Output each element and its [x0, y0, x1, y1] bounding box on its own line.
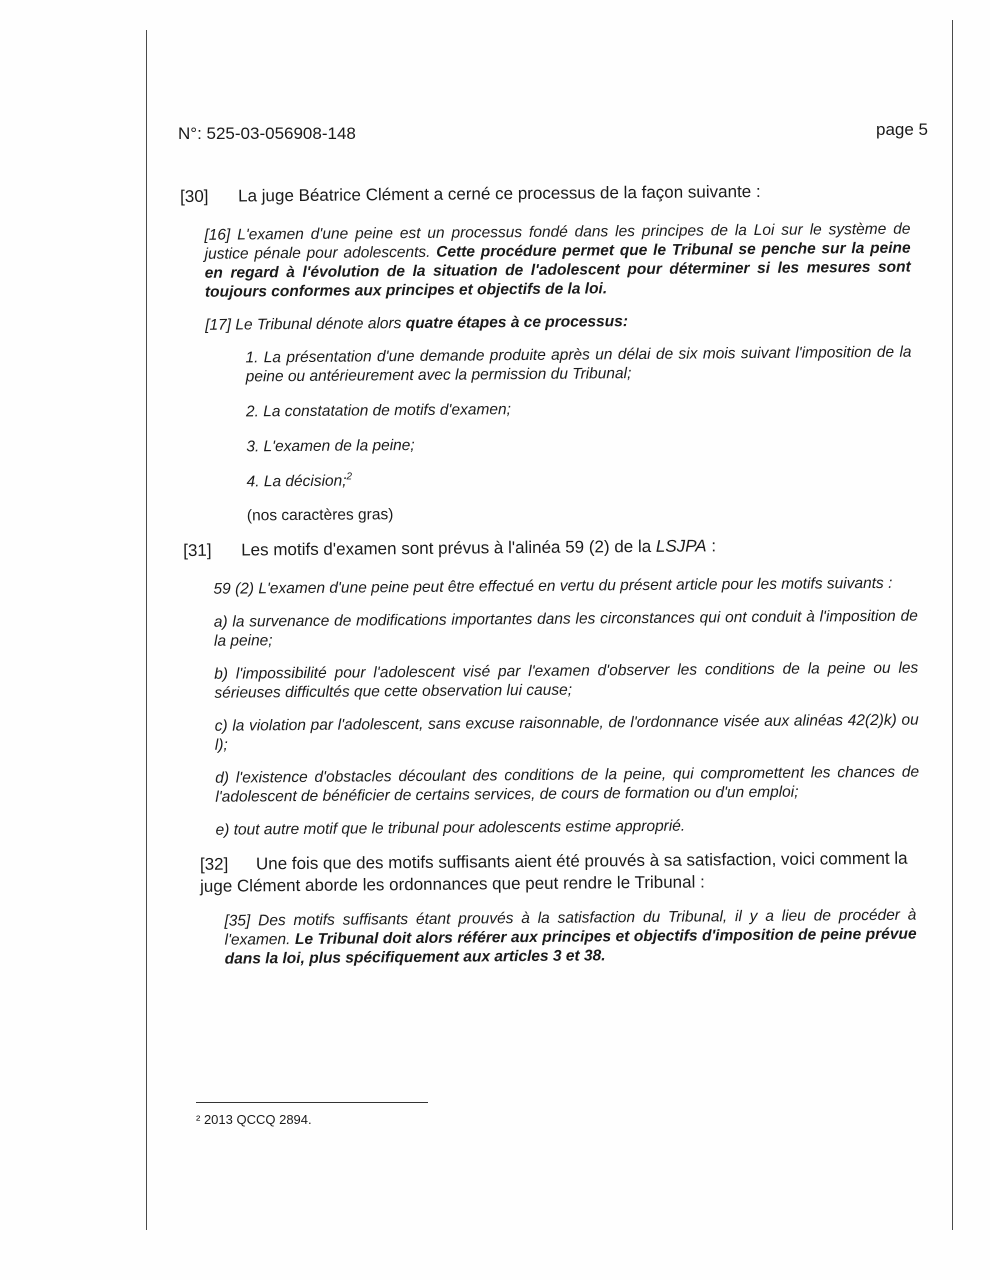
quote-16 [204, 220, 911, 302]
law-item-d: d) l'existence d'obstacles découlant des conditions de la peine, qui compromettent les chances de l'adolescent de bénéficier de certains services, de cours de formation ou d'un emploi; [215, 763, 920, 806]
law-intro: 59 (2) L'examen d'une peine peut être effectué en vertu du présent article pour les motifs suivants : [213, 574, 893, 598]
quote-text: L'examen d'une peine est un processus fondé dans les principes de la Loi sur le système de justice pénale pour adolescents. [204, 220, 911, 263]
footnote-reference: 2 [346, 471, 353, 483]
quote-bold-text: Le Tribunal doit alors référer aux principes et objectifs d'imposition de peine prévue dans la loi, plus spécifiquement aux articles 3 et 38. [224, 925, 917, 968]
emphasis-note: (nos caractères gras) [246, 506, 394, 525]
paragraph-number: [31] [183, 540, 212, 560]
law-item-c: c) la violation par l'adolescent, sans excuse raisonnable, de l'ordonnance visée aux alinéas 42(2)k) ou l); [214, 711, 919, 754]
quote-number: [16] [204, 226, 231, 244]
quote-bold-text: Cette procédure permet que le Tribunal se penche sur la peine en regard à l'évolution de la situation de l'adolescent pour déterminer si les mesures sont toujours conformes aux principes et objectifs de la loi. [204, 239, 911, 301]
paragraph-text: Les motifs d'examen sont prévus à l'alinéa 59 (2) de la [241, 536, 656, 560]
right-margin-line [952, 20, 953, 1230]
paragraph-number: [32] [199, 854, 229, 874]
law-item-a: a) la survenance de modifications importantes dans les circonstances qui ont conduit à l'imposition de la peine; [213, 607, 918, 650]
quote-35 [224, 906, 916, 969]
paragraph-31 [183, 534, 921, 562]
paragraph-text-end: : [706, 536, 717, 556]
step-item: 1. La présentation d'une demande produite après un délai de six mois suivant l'imposition de la peine ou antérieurement avec la permission du Tribunal; [245, 343, 912, 386]
paragraph-text: Une fois que des motifs suffisants aient été prouvés à sa satisfaction, voici comment la juge Clément aborde les ordonnances que peut rendre le Tribunal : [200, 848, 908, 896]
paragraph-30 [180, 180, 918, 208]
step-item [247, 467, 913, 492]
paragraph-number: [30] [180, 186, 209, 206]
case-number: N°: 525-03-056908-148 [178, 124, 356, 143]
process-steps [245, 343, 912, 492]
document-body [180, 180, 925, 969]
footnote: ² 2013 QCCQ 2894. [196, 1112, 312, 1127]
page-header [178, 120, 928, 148]
step-item: 3. L'examen de la peine; [246, 436, 415, 456]
left-margin-line [146, 30, 147, 1230]
quote-text: Des motifs suffisants étant prouvés à la satisfaction du Tribunal, il y a lieu de procéder à l'examen. [224, 906, 917, 949]
paragraph-text: La juge Béatrice Clément a cerné ce processus de la façon suivante : [238, 181, 761, 206]
quote-text: Le Tribunal dénote alors [231, 315, 406, 334]
quote-17 [205, 310, 911, 335]
law-item-b: b) l'impossibilité pour l'adolescent visé par l'examen d'observer les conditions de la peine ou les sérieuses difficultés que cette observation lui cause; [214, 659, 919, 702]
paragraph-32 [200, 848, 924, 898]
act-name: LSJPA [655, 536, 707, 556]
step-text: 4. La décision; [246, 472, 347, 491]
step-item: 2. La constatation de motifs d'examen; [245, 401, 511, 421]
page-number: page 5 [876, 120, 928, 139]
quote-number: [35] [224, 912, 251, 930]
quote-number: [17] [205, 316, 232, 334]
footnote-divider [196, 1102, 428, 1103]
law-item-e: e) tout autre motif que le tribunal pour adolescents estime approprié. [215, 817, 686, 839]
quote-bold-text: quatre étapes à ce processus: [405, 313, 629, 333]
